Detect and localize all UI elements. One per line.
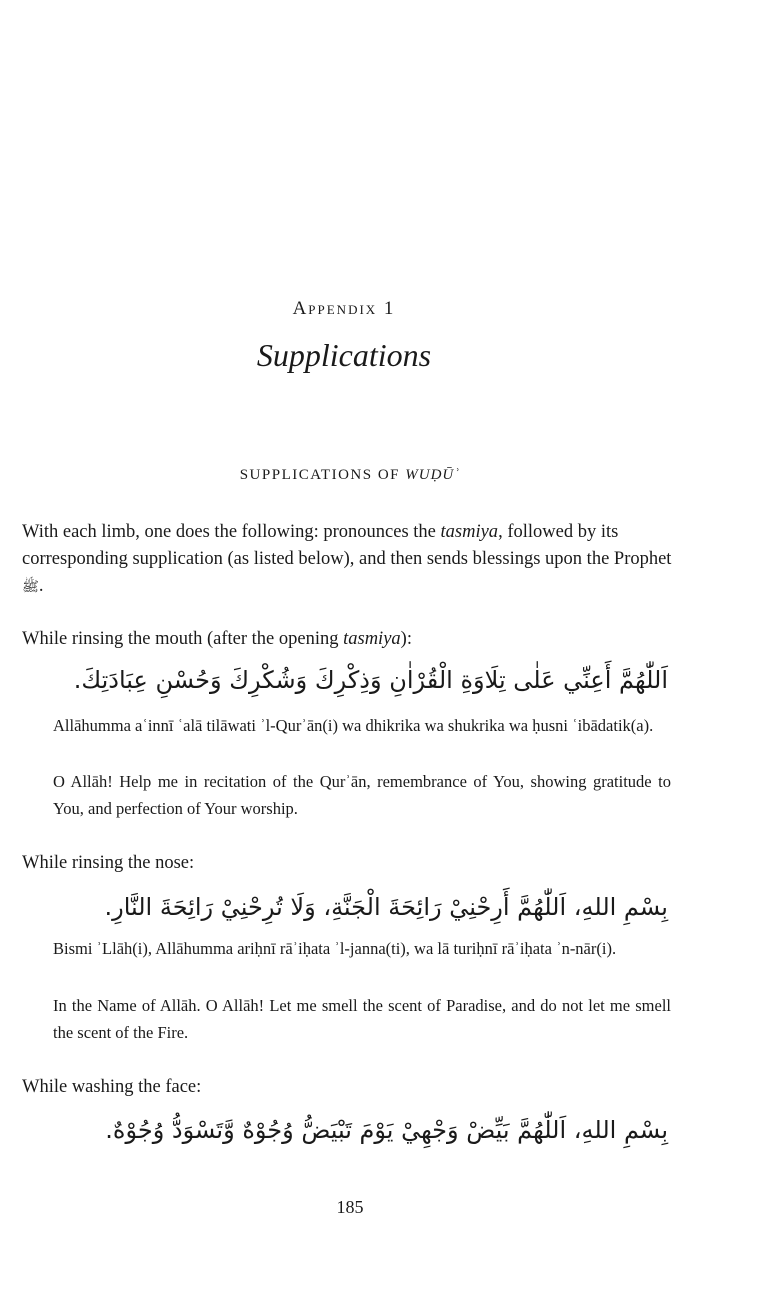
lead-end: ): bbox=[400, 629, 412, 649]
page-number: 185 bbox=[336, 1197, 364, 1217]
item-lead-mouth bbox=[22, 626, 412, 653]
intro-text-1: With each limb, one does the following: pronounces the bbox=[22, 522, 441, 542]
lead-italic: tasmiya bbox=[343, 629, 401, 649]
arabic-supplication-face: بِسْمِ اللهِ، اَللّٰهُمَّ بَيِّضْ وَجْهِيْ يَوْمَ تَبْيَضُّ وُجُوْهٌ وَّتَسْوَدُّ وُجُوْهٌ. bbox=[105, 1116, 668, 1144]
translation-mouth: O Allāh! Help me in recitation of the Qurʾān, remembrance of You, showing gratitude to You, and perfection of Your worship. bbox=[53, 772, 671, 818]
salutation-symbol: ﷺ bbox=[22, 580, 39, 595]
intro-end: . bbox=[38, 576, 44, 596]
lead-text: While rinsing the mouth (after the opening bbox=[22, 629, 344, 649]
page-title: Supplications bbox=[256, 337, 432, 373]
item-lead-nose: While rinsing the nose: bbox=[22, 853, 195, 873]
section-heading-text: SUPPLICATIONS OF bbox=[239, 467, 406, 483]
appendix-label: Appendix 1 bbox=[292, 298, 396, 319]
item-lead-face: While washing the face: bbox=[22, 1077, 202, 1097]
section-heading bbox=[0, 467, 700, 484]
arabic-supplication-mouth: اَللّٰهُمَّ أَعِنِّي عَلٰى تِلَاوَةِ الْقُرْاٰنِ وَذِكْرِكَ وَشُكْرِكَ وَحُسْنِ عِبَادَتِكَ. bbox=[73, 666, 668, 694]
arabic-supplication-nose: بِسْمِ اللهِ، اَللّٰهُمَّ أَرِحْنِيْ رَائِحَةَ الْجَنَّةِ، وَلَا تُرِحْنِيْ رَائِحَةَ النَّارِ. bbox=[104, 893, 668, 921]
transliteration-nose: Bismi ʾLlāh(i), Allāhumma ariḥnī rāʾiḥata ʾl-janna(ti), wa lā turiḥnī rāʾiḥata ʾn-nār(i). bbox=[53, 939, 617, 958]
translation-nose: In the Name of Allāh. O Allāh! Let me smell the scent of Paradise, and do not let me smell the scent of the Fire. bbox=[53, 996, 671, 1042]
transliteration-mouth: Allāhumma aʿinnī ʿalā tilāwati ʾl-Qurʾān(i) wa dhikrika wa shukrika wa ḥusni ʿibādatik(a). bbox=[53, 716, 654, 735]
intro-text-2: , followed by its corresponding supplication (as listed below), and then sends blessings upon the Prophet bbox=[22, 522, 672, 569]
intro-paragraph bbox=[22, 519, 672, 601]
section-heading-italic: WUḌŪʾ bbox=[405, 467, 461, 483]
intro-italic: tasmiya bbox=[440, 522, 499, 542]
